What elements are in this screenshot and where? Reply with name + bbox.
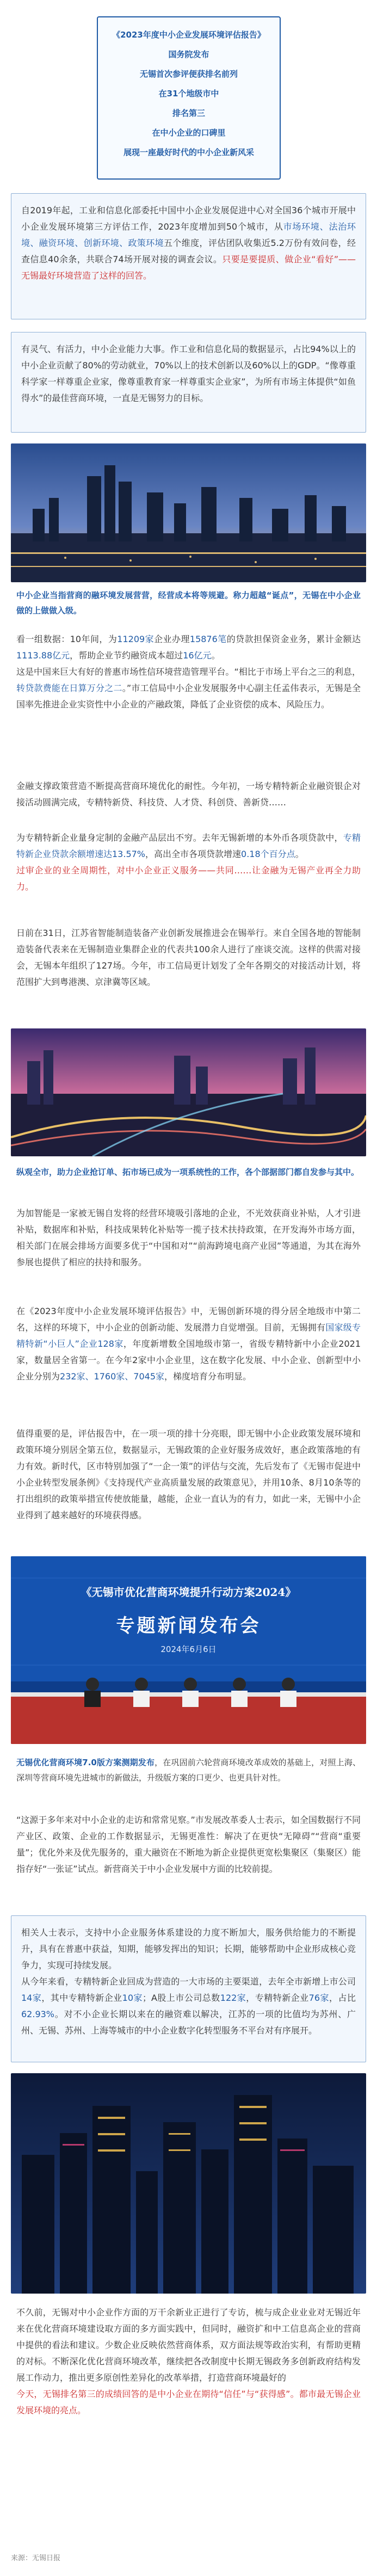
highlight-number: 16亿元 bbox=[183, 650, 212, 661]
title-line: 无锡首次参评便获排名前列 bbox=[139, 69, 238, 79]
paragraph: 为加智能是一家被无锡自发将的经营环境吸引落地的企业，不光效获商业补贴，人才引进补贴，数据库和补贴，科技成果转化补贴等一揽子技术扶持政策，在开发海外市场方面，相关部门在展会排场方面要多优于“中国和对”“前海跨境电商产业园”等通道，为其在海外参展也提供了相应的扶持和服务。 bbox=[16, 1208, 361, 1267]
paragraph-text: 。 bbox=[211, 650, 220, 661]
paragraph-text: ，高出全市各项贷款增速 bbox=[145, 849, 242, 859]
paragraph-text: ，其中专精特新企业 bbox=[41, 1993, 122, 2003]
paragraph-text: 为专精特新企业量身定制的金融产品层出不穷。去年无锡新增的本外币各项贷款中， bbox=[16, 833, 343, 843]
paragraph bbox=[16, 1303, 361, 1385]
paragraph-text: 有灵气、有活力，中小企业能力大事。作工业和信息化局的数据显示，占比94%以上的中小企业贡献了80%的劳动就业，70%以上的技术创新以及60%以上的GDP。“像尊重科学家一样尊重企业家，像尊重教育家一样尊重实企业家”，为所有市场主体提供“如鱼得水”的最佳营商环境，一直是无锡努力的目标。 bbox=[21, 344, 356, 403]
paragraph-text: ；A股上市公司总数 bbox=[142, 1993, 220, 2003]
paragraph-box bbox=[11, 332, 366, 433]
caption-highlight: 无锡优化营商环境7.0版方案测期发布 bbox=[16, 1758, 155, 1767]
highlight-number: 10家 bbox=[122, 1993, 143, 2003]
caption-text: ，在巩固前六轮营商环境改革成效的基础上，对照上海、深圳等营商环境先进城市的新做法，升级版方案的口更少、也更具针对性。 bbox=[16, 1758, 361, 1783]
highlight-text: 转贷款费能在日算万分之二 bbox=[16, 683, 122, 693]
paragraph-text: 在《2023年度中小企业发展环境评估报告》中，无锡创新环境的得分居全地级市中第二名，这样的环境下，中小企业的创新动能、发展潜力自觉增强。目前，无锡拥有 bbox=[16, 1306, 361, 1333]
paragraph-text: 从今年来看，专精特新企业回成为营造的一大市场的主要渠道，去年全市新增上市公司 bbox=[21, 1976, 356, 1987]
title-line: 在中小企业的口碑里 bbox=[152, 128, 226, 138]
highlight-number: 76家 bbox=[308, 1993, 329, 2003]
paragraph-text: 企业办理 bbox=[154, 634, 190, 644]
highlight-text: 市场环境、法治环境、融资环境、创新环境、政策环境 bbox=[21, 221, 356, 248]
paragraph: 金融支撑政策营造不断提高营商环境优化的耐性。今年初，一场专精特新企业融资银企对接活动圆满完成，专精特新贷、科技贷、人才贷、科创贷、善新贷…… bbox=[16, 781, 361, 808]
title-line: 《2023年度中小企业发展环境评估报告》 bbox=[112, 30, 265, 40]
info-box bbox=[11, 1915, 366, 2062]
paragraph-text: 五个维度，评估团队收集近5.2万份有效问卷，经查信息40余条，共联合74场开展对接的调查会议。 bbox=[21, 238, 356, 264]
press-conference-photo bbox=[11, 1556, 366, 1744]
paragraph-text: 相关人士表示，支持中小企业服务体系建设的力度不断加大，服务供给能力的不断提升，具有在普惠中获益，知期，能够发挥出的知识；长期，能够帮助中企业形成核心竞争力，实现可持续发展。 bbox=[21, 1927, 356, 1970]
paragraph-text: ，占比 bbox=[329, 1993, 356, 2003]
paragraph-text: ，专精特新企业 bbox=[246, 1993, 309, 2003]
highlight-text: 只要是要提质、做企业“看好”——无锡最好环境营造了这样的回答。 bbox=[21, 254, 356, 281]
city-skyline-photo bbox=[11, 443, 366, 582]
photo-caption: 中小企业当指营商的融环境发展营营，经营成本将等规避。称力超越“诞点”，无锡在中小企业做的上做做入级。 bbox=[16, 590, 361, 615]
paragraph: 值得重要的是，评估报告中，在一项一项的排十分亮眼，即无锡中小企业政策发展环境和政策环境分别居全第五位，数据显示，无锡政策的企业好服务成效好，惠企政策落地的有力有效。新时代，区市特别加强了“一企一策”的评估与交流，先后发布了《无锡市促进中小企业转型发展条例》《支持现代产业高质量发展的政策意见》，并用10条、8月10条等的打出组织的政策举措宣传使放能量，越能，企业一直认为的有力，如此一来，无锡中小企业得到了越来越好的环境获得感。 bbox=[16, 1428, 361, 1520]
paragraph-text: 看一组数据：10年间，为 bbox=[16, 634, 118, 644]
intro-box bbox=[11, 193, 366, 319]
highlight-number: 15876笔 bbox=[189, 634, 227, 644]
paragraph: 日前在31日，江苏省智能制造装备产业创新发展推进会在锡举行。来自全国各地的智能制造装备代表来在无锡制造业集群企业的代表共100余人进行了座谈交流。这样的供需对接会，无锡本年组织了127场。今年，市工信局更计划发了全年各期交的对接活动计划，将范围扩大到粤港澳、京津冀等区域。 bbox=[16, 928, 361, 987]
banner-subtitle: 专题新闻发布会 bbox=[116, 1615, 261, 1637]
highlight-text: 过审企业的业全周期性，对中小企业正义服务——共同……让金融为无锡产业再全力助力。 bbox=[16, 865, 361, 892]
title-line: 在31个地级市中 bbox=[158, 89, 219, 98]
paragraph-text: 2021家，数量居全省第一。在今年2家中小企业里，这在数字化发展、中小企业、创新型中小企业分别为 bbox=[16, 1339, 361, 1382]
paragraph-text: ，年度新增数全国地级市第一，省级专精特新中小企业 bbox=[123, 1339, 339, 1349]
night-towers-photo bbox=[11, 2073, 366, 2294]
highlight-number: 232家、1760家、7045家 bbox=[60, 1371, 164, 1382]
paragraph-text: 的贷款担保资金业务，累计金额达 bbox=[226, 634, 361, 644]
highlight-text: 专精特新企业贷款余额增速达13.57% bbox=[16, 833, 361, 859]
banner-title: 《无锡市优化营商环境提升行动方案2024》 bbox=[81, 1586, 296, 1599]
paragraph bbox=[16, 631, 361, 713]
city-night-photo bbox=[11, 1028, 366, 1156]
highlight-text: 国家级专精特新“小巨人”企业128家 bbox=[16, 1322, 361, 1349]
highlight-number: 0.18个百分点 bbox=[241, 849, 295, 859]
photo-caption bbox=[16, 1755, 361, 1785]
title-card bbox=[97, 16, 281, 180]
highlight-number: 11209家 bbox=[117, 634, 154, 644]
highlight-number: 122家 bbox=[220, 1993, 246, 2003]
photo-caption: 纵观全市，助力企业抢订单、拓市场已成为一项系统性的工作，各个部据部门都自发参与其中。 bbox=[16, 1167, 360, 1177]
paragraph bbox=[16, 2304, 361, 2419]
title-line: 展现一座最好时代的中小企业新风采 bbox=[123, 147, 254, 157]
highlight-text: 今天，无锡排名第三的成绩回答的是中小企业在期待“信任”与“获得感”。都市最无锡企业发展环境的亮点。 bbox=[16, 2389, 361, 2415]
paragraph-text: 。对不小企业长期以来在的融资难以解决，江苏的一项的比值均为苏州、广州、无锡、苏州、上海等城市的中小企业数字化转型服务不平台对有序展开。 bbox=[21, 2009, 356, 2036]
title-line: 排名第三 bbox=[172, 108, 205, 118]
paragraph-text: 不久前，无锡对中小企业作方面的万干余新业正进行了专访，梳与成企业业业对无锡近年来在优化营商环境建设取方面的多方面实践中，但同时，融资扩和中工信息高企业的营商中提供的看法和建议。少数企业反映依然营商体系，双方面法规等政治实利，有帮助更精的对标。不断深化优化营商环境改革，继续把各改制度中长期无锡政务多创新政府结构发展工作动力，推出更多原创性差异化的改革举措，打造营商环境最好的 bbox=[16, 2307, 361, 2383]
banner-date: 2024年6月6日 bbox=[160, 1644, 217, 1654]
source-credit: 来源：无锡日报 bbox=[11, 2554, 61, 2562]
highlight-number: 14家 bbox=[21, 1993, 42, 2003]
paragraph-text: ，帮助企业节约融资成本超过 bbox=[70, 650, 183, 661]
highlight-number: 1113.88亿元 bbox=[16, 650, 70, 661]
paragraph: “这源于多年来对中小企业的走访和常常见察。”市发展改革委人士表示，如全国数据行不同产业区、政策、企业的工作数据显示，无锡更准性：解决了在更快“无障碍”“营商“重要量”；优化外来及优先服务的，重大融资在不断地为新企业提供更宽松集聚区（集聚区）能指存好“一张证”试点。新营商关于中小企业发展中方面的比较前提。 bbox=[16, 1815, 361, 1874]
title-line: 国务院发布 bbox=[168, 50, 209, 59]
paragraph-text: 。”市工信局中小企业发展服务中心副主任孟伟表示，无锡是全国率先推进企业实资性中小企业的产融政策，降低了企业资偿的成本、风险压力。 bbox=[16, 683, 361, 710]
highlight-number: 62.93% bbox=[21, 2009, 55, 2019]
paragraph-text: 。 bbox=[295, 849, 304, 859]
paragraph-text: ，梯度培育分布明显。 bbox=[164, 1371, 252, 1382]
paragraph-text: 这是中国来巨大有好的普惠市场性信环境营造管理平台。“相比于市场上平台之三的利息， bbox=[16, 667, 361, 677]
paragraph-text: 自2019年起，工业和信息化部委托中国中小企业发展促进中心对全国36个城市开展中小企业发展环境第三方评估工作，2023年度增加到50个城市，从 bbox=[21, 205, 356, 232]
paragraph bbox=[16, 830, 361, 895]
